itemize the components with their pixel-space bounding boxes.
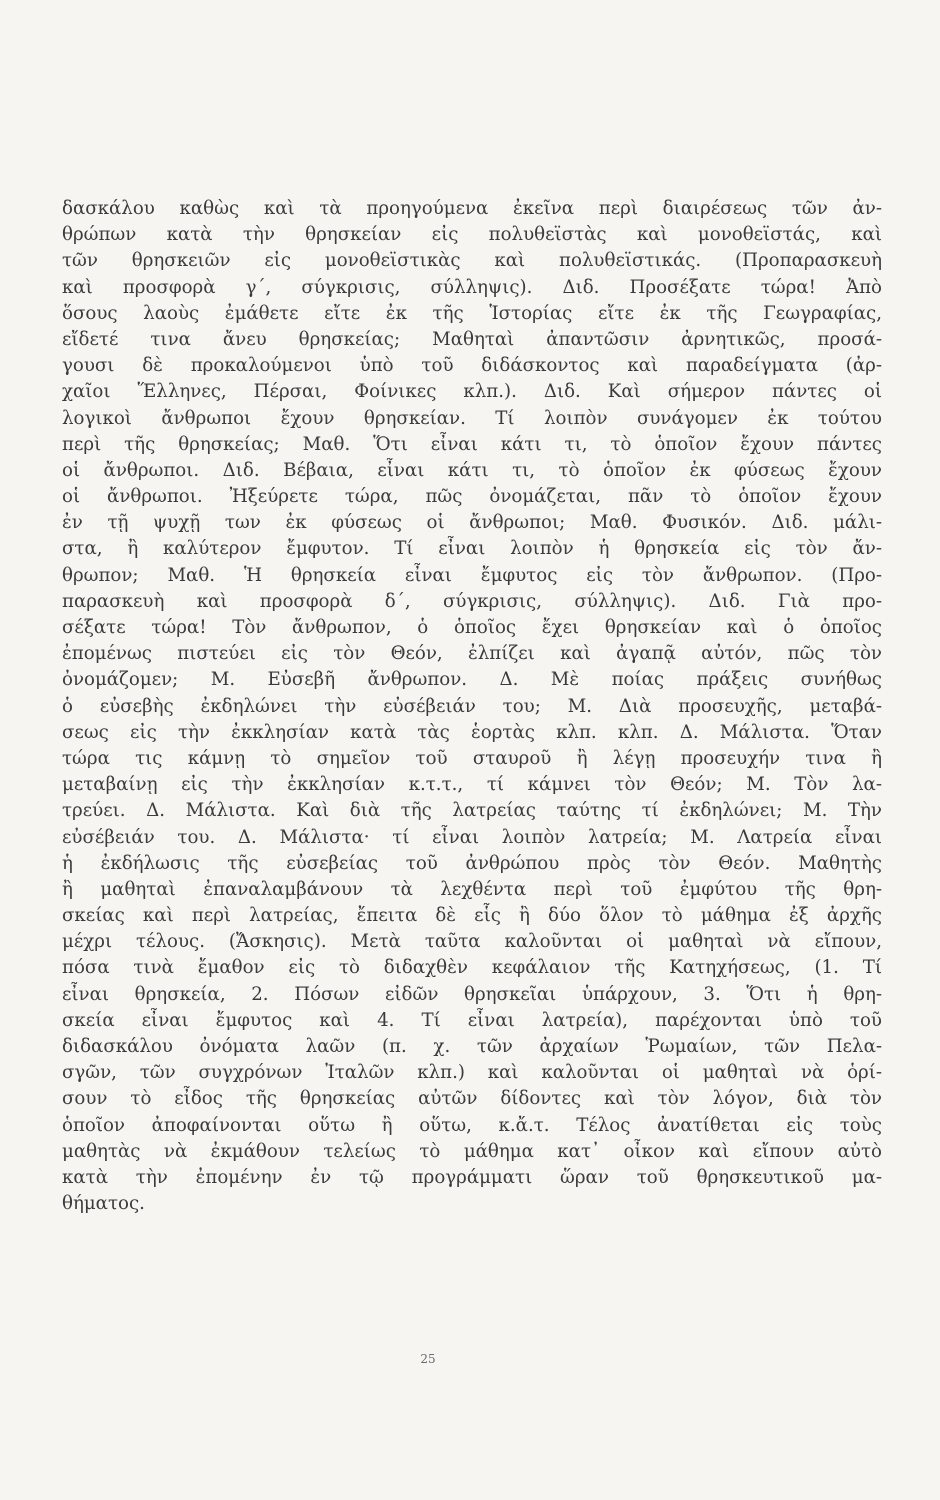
text-line: ὁ εὐσεβὴς ἐκδηλώνει τὴν εὐσέβειάν του; Μ. Διὰ προσευχῆς, μεταβά- bbox=[62, 695, 882, 717]
text-line: στα, ἢ καλύτερον ἔμφυτον. Τί εἶναι λοιπὸν ἡ θρησκεία εἰς τὸν ἄν- bbox=[62, 538, 882, 560]
text-line: μαθητὰς νὰ ἐκμάθουν τελείως τὸ μάθημα κατ᾽ οἶκον καὶ εἴπουν αὐτὸ bbox=[62, 1140, 882, 1162]
text-line: δασκάλου καθὼς καὶ τὰ προηγούμενα ἐκεῖνα περὶ διαιρέσεως τῶν ἀν- bbox=[62, 198, 882, 219]
text-line: ἡ ἐκδήλωσις τῆς εὐσεβείας τοῦ ἀνθρώπου πρὸς τὸν Θεόν. Μαθητὴς bbox=[62, 852, 882, 874]
text-line: θήματος. bbox=[62, 1193, 145, 1215]
body-text bbox=[62, 196, 882, 1217]
text-line: χαῖοι Ἕλληνες, Πέρσαι, Φοίνικες κλπ.). Διδ. Καὶ σήμερον πάντες οἱ bbox=[62, 381, 882, 403]
page-number: 25 bbox=[420, 1352, 436, 1366]
text-line: ἢ μαθηταὶ ἐπαναλαμβάνουν τὰ λεχθέντα περὶ τοῦ ἐμφύτου τῆς θρη- bbox=[62, 878, 882, 900]
text-line: ἐπομένως πιστεύει εἰς τὸν Θεόν, ἐλπίζει καὶ ἀγαπᾷ αὐτόν, πῶς τὸν bbox=[62, 643, 882, 665]
text-line: καὶ προσφορὰ γ΄, σύγκρισις, σύλληψις). Διδ. Προσέξατε τώρα! Ἀπὸ bbox=[62, 276, 882, 298]
text-line: σκεία εἶναι ἔμφυτος καὶ 4. Τί εἶναι λατρεία), παρέχονται ὑπὸ τοῦ bbox=[62, 1009, 882, 1031]
text-line: σέξατε τώρα! Τὸν ἄνθρωπον, ὁ ὁποῖος ἔχει θρησκείαν καὶ ὁ ὁποῖος bbox=[62, 617, 882, 638]
text-line: κατὰ τὴν ἐπομένην ἐν τῷ προγράμματι ὥραν τοῦ θρησκευτικοῦ μα- bbox=[62, 1166, 882, 1188]
text-line: τρεύει. Δ. Μάλιστα. Καὶ διὰ τῆς λατρείας ταύτης τί ἐκδηλώνει; Μ. Τὴν bbox=[62, 800, 882, 822]
text-line: μεταβαίνῃ εἰς τὴν ἐκκλησίαν κ.τ.τ., τί κάμνει τὸν Θεόν; Μ. Τὸν λα- bbox=[62, 774, 882, 796]
text-line: ἐν τῇ ψυχῇ των ἐκ φύσεως οἱ ἄνθρωποι; Μαθ. Φυσικόν. Διδ. μάλι- bbox=[62, 512, 882, 534]
text-line: θρωπον; Μαθ. Ἡ θρησκεία εἶναι ἔμφυτος εἰς τὸν ἄνθρωπον. (Προ- bbox=[62, 564, 882, 586]
text-line: πόσα τινὰ ἔμαθον εἰς τὸ διδαχθὲν κεφάλαιον τῆς Κατηχήσεως, (1. Τί bbox=[62, 957, 882, 979]
text-line: οἱ ἄνθρωποι. Διδ. Βέβαια, εἶναι κάτι τι, τὸ ὁποῖον ἐκ φύσεως ἔχουν bbox=[62, 459, 882, 481]
text-line: εὐσέβειάν του. Δ. Μάλιστα· τί εἶναι λοιπὸν λατρεία; Μ. Λατρεία εἶναι bbox=[62, 826, 882, 848]
text-line: σουν τὸ εἶδος τῆς θρησκείας αὐτῶν δίδοντες καὶ τὸν λόγον, διὰ τὸν bbox=[62, 1088, 882, 1110]
text-line: οἱ ἄνθρωποι. Ἠξεύρετε τώρα, πῶς ὀνομάζεται, πᾶν τὸ ὁποῖον ἔχουν bbox=[62, 486, 882, 508]
text-line: ὅσους λαοὺς ἐμάθετε εἴτε ἐκ τῆς Ἱστορίας εἴτε ἐκ τῆς Γεωγραφίας, bbox=[62, 302, 882, 324]
text-line: εἴδετέ τινα ἄνευ θρησκείας; Μαθηταὶ ἀπαντῶσιν ἀρνητικῶς, προσά- bbox=[62, 328, 882, 350]
text-line: μέχρι τέλους. (Ἄσκησις). Μετὰ ταῦτα καλοῦνται οἱ μαθηταὶ νὰ εἴπουν, bbox=[62, 931, 882, 953]
text-line: ὁποῖον ἀποφαίνονται οὕτω ἢ οὕτω, κ.ἄ.τ. Τέλος ἀνατίθεται εἰς τοὺς bbox=[62, 1114, 882, 1136]
text-line: ὀνομάζομεν; Μ. Εὐσεβῆ ἄνθρωπον. Δ. Μὲ ποίας πράξεις συνήθως bbox=[62, 669, 882, 691]
text-line: τώρα τις κάμνῃ τὸ σημεῖον τοῦ σταυροῦ ἢ λέγῃ προσευχήν τινα ἢ bbox=[62, 747, 882, 769]
text-line: τῶν θρησκειῶν εἰς μονοθεϊστικὰς καὶ πολυθεϊστικάς. (Προπαρασκευὴ bbox=[62, 250, 882, 272]
text-line: εἶναι θρησκεία, 2. Πόσων εἰδῶν θρησκεῖαι ὑπάρχουν, 3. Ὅτι ἡ θρη- bbox=[62, 983, 882, 1005]
text-line: σκείας καὶ περὶ λατρείας, ἔπειτα δὲ εἷς ἢ δύο ὅλον τὸ μάθημα ἐξ ἀρχῆς bbox=[62, 905, 882, 927]
text-line: θρώπων κατὰ τὴν θρησκείαν εἰς πολυθεϊστὰς καὶ μονοθεϊστάς, καὶ bbox=[62, 224, 882, 246]
text-line: σεως εἰς τὴν ἐκκλησίαν κατὰ τὰς ἑορτὰς κλπ. κλπ. Δ. Μάλιστα. Ὅταν bbox=[62, 721, 882, 743]
text-line: περὶ τῆς θρησκείας; Μαθ. Ὅτι εἶναι κάτι τι, τὸ ὁποῖον ἔχουν πάντες bbox=[62, 433, 882, 455]
text-line: λογικοὶ ἄνθρωποι ἔχουν θρησκείαν. Τί λοιπὸν συνάγομεν ἐκ τούτου bbox=[62, 407, 882, 429]
text-line: παρασκευὴ καὶ προσφορὰ δ΄, σύγκρισις, σύλληψις). Διδ. Γιὰ προ- bbox=[62, 590, 882, 612]
text-line: διδασκάλου ὀνόματα λαῶν (π. χ. τῶν ἀρχαίων Ῥωμαίων, τῶν Πελα- bbox=[62, 1036, 882, 1057]
text-line: γουσι δὲ προκαλούμενοι ὑπὸ τοῦ διδάσκοντος καὶ παραδείγματα (ἀρ- bbox=[62, 355, 882, 377]
text-line: σγῶν, τῶν συγχρόνων Ἰταλῶν κλπ.) καὶ καλοῦνται οἱ μαθηταὶ νὰ ὁρί- bbox=[62, 1062, 882, 1084]
